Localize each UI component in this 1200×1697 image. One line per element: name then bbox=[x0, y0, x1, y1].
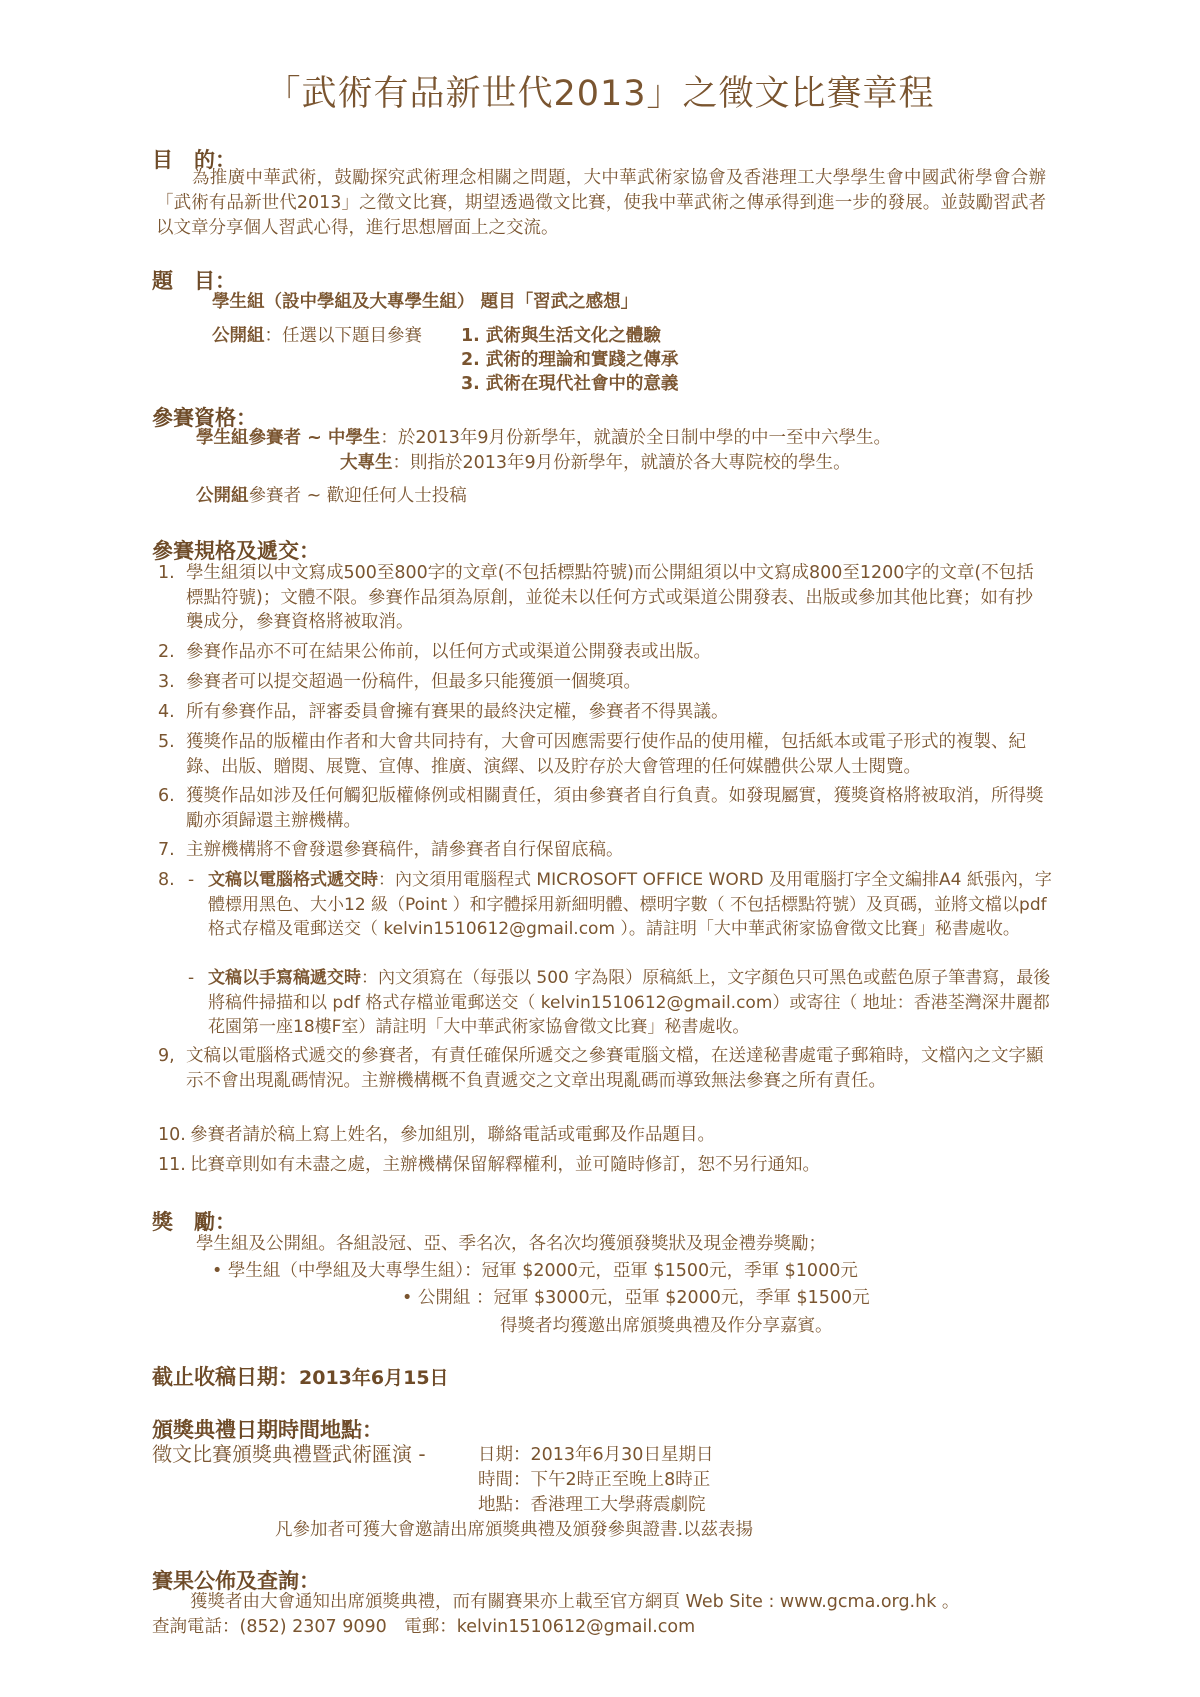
rule-number: 2. bbox=[158, 642, 175, 662]
rule-item-5 bbox=[158, 730, 1048, 779]
awards-heading: 獎 勵： bbox=[152, 1209, 236, 1234]
ceremony-event: 徵文比賽頒獎典禮暨武術匯演 - bbox=[152, 1442, 426, 1466]
tertiary-text: ：則指於2013年9月份新學年，就讀於各大專院校的學生。 bbox=[392, 453, 851, 473]
topics-open bbox=[212, 324, 422, 349]
eligibility-tertiary bbox=[340, 451, 851, 476]
computer-submission-label: 文稿以電腦格式遞交時 bbox=[208, 870, 378, 890]
rule-item-9 bbox=[158, 1044, 1048, 1093]
eligibility-heading: 參賽資格： bbox=[152, 405, 257, 430]
student-group-topic: （設中學組及大專學生組） 題目「習武之感想」 bbox=[264, 292, 639, 312]
deadline-row bbox=[152, 1361, 449, 1391]
rule-text: 所有參賽作品，評審委員會擁有賽果的最終決定權，參賽者不得異議。 bbox=[186, 702, 729, 722]
rule-item-3 bbox=[158, 670, 1048, 695]
results-text: 獲獎者由大會通知出席頒獎典禮，而有關賽果亦上載至官方網頁 Web Site : www.gcma.org.hk 。 bbox=[190, 1592, 960, 1612]
secondary-label: 中學生 bbox=[327, 428, 381, 448]
student-group-label: 學生組 bbox=[212, 292, 265, 312]
open-eligibility-text: 參賽者 ~ 歡迎任何人士投稿 bbox=[248, 486, 467, 506]
eligibility-secondary bbox=[196, 426, 891, 451]
rule-8a-dash: - bbox=[188, 870, 195, 890]
rule-number-8: 8. bbox=[158, 870, 175, 890]
handwritten-submission-label: 文稿以手寫稿遞交時 bbox=[208, 968, 361, 988]
eligibility-open bbox=[196, 484, 467, 509]
rule-item-10 bbox=[158, 1123, 1048, 1148]
rule-8b-dash: - bbox=[188, 968, 195, 988]
awards-open: • 公開組 ：冠軍 $3000元，亞軍 $2000元，季軍 $1500元 bbox=[402, 1288, 870, 1308]
rule-text: 學生組須以中文寫成500至800字的文章(不包括標點符號)而公開組須以中文寫成800至1200字的文章(不包括標點符號)；文體不限。參賽作品須為原創，並從未以任何方式或渠道公開發表、出版或參加其他比賽；如有抄襲成分，參賽資格將被取消。 bbox=[186, 563, 1034, 632]
rule-8-computer bbox=[188, 868, 1058, 942]
rule-number: 11. bbox=[158, 1155, 186, 1175]
rule-text: 參賽者請於稿上寫上姓名，參加組別，聯絡電話或電郵及作品題目。 bbox=[190, 1125, 715, 1145]
open-topic-2: 2. 武術的理論和實踐之傳承 bbox=[461, 350, 679, 370]
deadline-date: 2013年6月15日 bbox=[299, 1367, 449, 1389]
ceremony-venue: 地點：香港理工大學蔣震劇院 bbox=[478, 1495, 706, 1515]
open-group-text: ：任選以下題目參賽 bbox=[264, 326, 422, 346]
rule-number: 5. bbox=[158, 732, 175, 752]
rule-number: 10. bbox=[158, 1125, 186, 1145]
rule-number: 6. bbox=[158, 786, 175, 806]
ceremony-note: 凡參加者可獲大會邀請出席頒獎典禮及頒發參與證書.以茲表揚 bbox=[275, 1520, 754, 1540]
awards-note: 得獎者均獲邀出席頒獎典禮及作分享嘉賓。 bbox=[500, 1316, 833, 1336]
ceremony-time: 時間：下午2時正至晚上8時正 bbox=[478, 1470, 711, 1490]
rules-heading: 參賽規格及遞交： bbox=[152, 538, 320, 563]
rule-number: 3. bbox=[158, 672, 175, 692]
rule-text: 主辦機構將不會發還參賽稿件，請參賽者自行保留底稿。 bbox=[186, 840, 624, 860]
rule-number: 1. bbox=[158, 563, 175, 583]
student-prefix: 學生組參賽者 ~ bbox=[196, 428, 328, 448]
open-topic-3: 3. 武術在現代社會中的意義 bbox=[461, 374, 679, 394]
rule-text: 文稿以電腦格式遞交的參賽者，有責任確保所遞交之參賽電腦文檔，在送達秘書處電子郵箱時，文檔內之文字顯示不會出現亂碼情況。主辦機構概不負責遞交之文章出現亂碼而導致無法參賽之所有責任。 bbox=[186, 1046, 1044, 1091]
rule-number: 7. bbox=[158, 840, 175, 860]
topics-heading: 題 目： bbox=[152, 268, 236, 293]
awards-student: • 學生組（中學組及大專學生組）：冠軍 $2000元，亞軍 $1500元，季軍 $1000元 bbox=[212, 1261, 858, 1281]
rule-text: 獲獎作品的版權由作者和大會共同持有，大會可因應需要行使作品的使用權，包括紙本或電子形式的複製、紀錄、出版、贈閱、展覽、宣傳、推廣、演繹、以及貯存於大會管理的任何媒體供公眾人士閱覽。 bbox=[186, 732, 1026, 777]
handwritten-submission-text: ：內文須寫在（每張以 500 字為限）原稿紙上，文字顏色只可黑色或藍色原子筆書寫，最後將稿件掃描和以 pdf 格式存檔並電郵送交（ kelvin1510612@gmail.com）或寄往（ 地址：香港荃灣深井麗都花園第一座18樓F室）請註明「大中華武術家協會徵文比賽」秘書處收。 bbox=[208, 968, 1051, 1037]
rule-text: 比賽章則如有未盡之處，主辦機構保留解釋權利，並可隨時修訂，恕不另行通知。 bbox=[190, 1155, 820, 1175]
results-heading: 賽果公佈及查詢： bbox=[152, 1568, 320, 1593]
purpose-heading: 目 的： bbox=[152, 147, 236, 172]
results-contact: 查詢電話：(852) 2307 9090 電郵：kelvin1510612@gmail.com bbox=[152, 1617, 696, 1637]
open-group-label: 公開組 bbox=[212, 326, 265, 346]
deadline-heading: 截止收稿日期： bbox=[152, 1364, 299, 1389]
rule-number: 4. bbox=[158, 702, 175, 722]
page-title: 「武術有品新世代2013」之徵文比賽章程 bbox=[265, 74, 935, 114]
rule-text: 參賽者可以提交超過一份稿件，但最多只能獲頒一個獎項。 bbox=[186, 672, 641, 692]
rule-item-2 bbox=[158, 640, 1048, 665]
rule-item-4 bbox=[158, 700, 1048, 725]
computer-submission-text: ：內文須用電腦程式 MICROSOFT OFFICE WORD 及用電腦打字全文編排A4 紙張內，字體標用黑色、大小12 級（Point ）和字體採用新細明體、標明字數（ 不包括標點符號）及頁碼，並將文檔以pdf 格式存檔及電郵送交（ kelvin1510612@gmail.com ）。請註明「大中華武術家協會徵文比賽」秘書處收。 bbox=[208, 870, 1052, 939]
rule-item-1 bbox=[158, 561, 1048, 635]
open-topic-1: 1. 武術與生活文化之體驗 bbox=[461, 326, 661, 346]
rule-item-7 bbox=[158, 838, 1048, 863]
open-prefix: 公開組 bbox=[196, 486, 249, 506]
purpose-text: 為推廣中華武術，鼓勵探究武術理念相關之問題，大中華武術家協會及香港理工大學學生會中國武術學會合辦「武術有品新世代2013」之徵文比賽，期望透過徵文比賽，使我中華武術之傳承得到進一步的發展。並鼓勵習武者以文章分享個人習武心得，進行思想層面上之交流。 bbox=[156, 168, 1046, 238]
ceremony-heading: 頒獎典禮日期時間地點： bbox=[152, 1417, 383, 1442]
secondary-text: ：於2013年9月份新學年，就讀於全日制中學的中一至中六學生。 bbox=[380, 428, 892, 448]
rule-8-handwritten bbox=[188, 966, 1058, 1040]
rule-text: 獲獎作品如涉及任何觸犯版權條例或相關責任，須由參賽者自行負責。如發現屬實，獲獎資格將被取消，所得獎勵亦須歸還主辦機構。 bbox=[186, 786, 1044, 831]
rule-text: 參賽作品亦不可在結果公佈前，以任何方式或渠道公開發表或出版。 bbox=[186, 642, 711, 662]
rule-item-6 bbox=[158, 784, 1048, 833]
awards-intro: 學生組及公開組。各組設冠、亞、季名次，各名次均獲頒發獎狀及現金禮券獎勵； bbox=[196, 1234, 826, 1254]
topics-student bbox=[212, 290, 638, 315]
rule-number: 9, bbox=[158, 1046, 175, 1066]
rule-item-11 bbox=[158, 1153, 1048, 1178]
tertiary-label: 大專生 bbox=[340, 453, 393, 473]
ceremony-date: 日期：2013年6月30日星期日 bbox=[478, 1445, 714, 1465]
